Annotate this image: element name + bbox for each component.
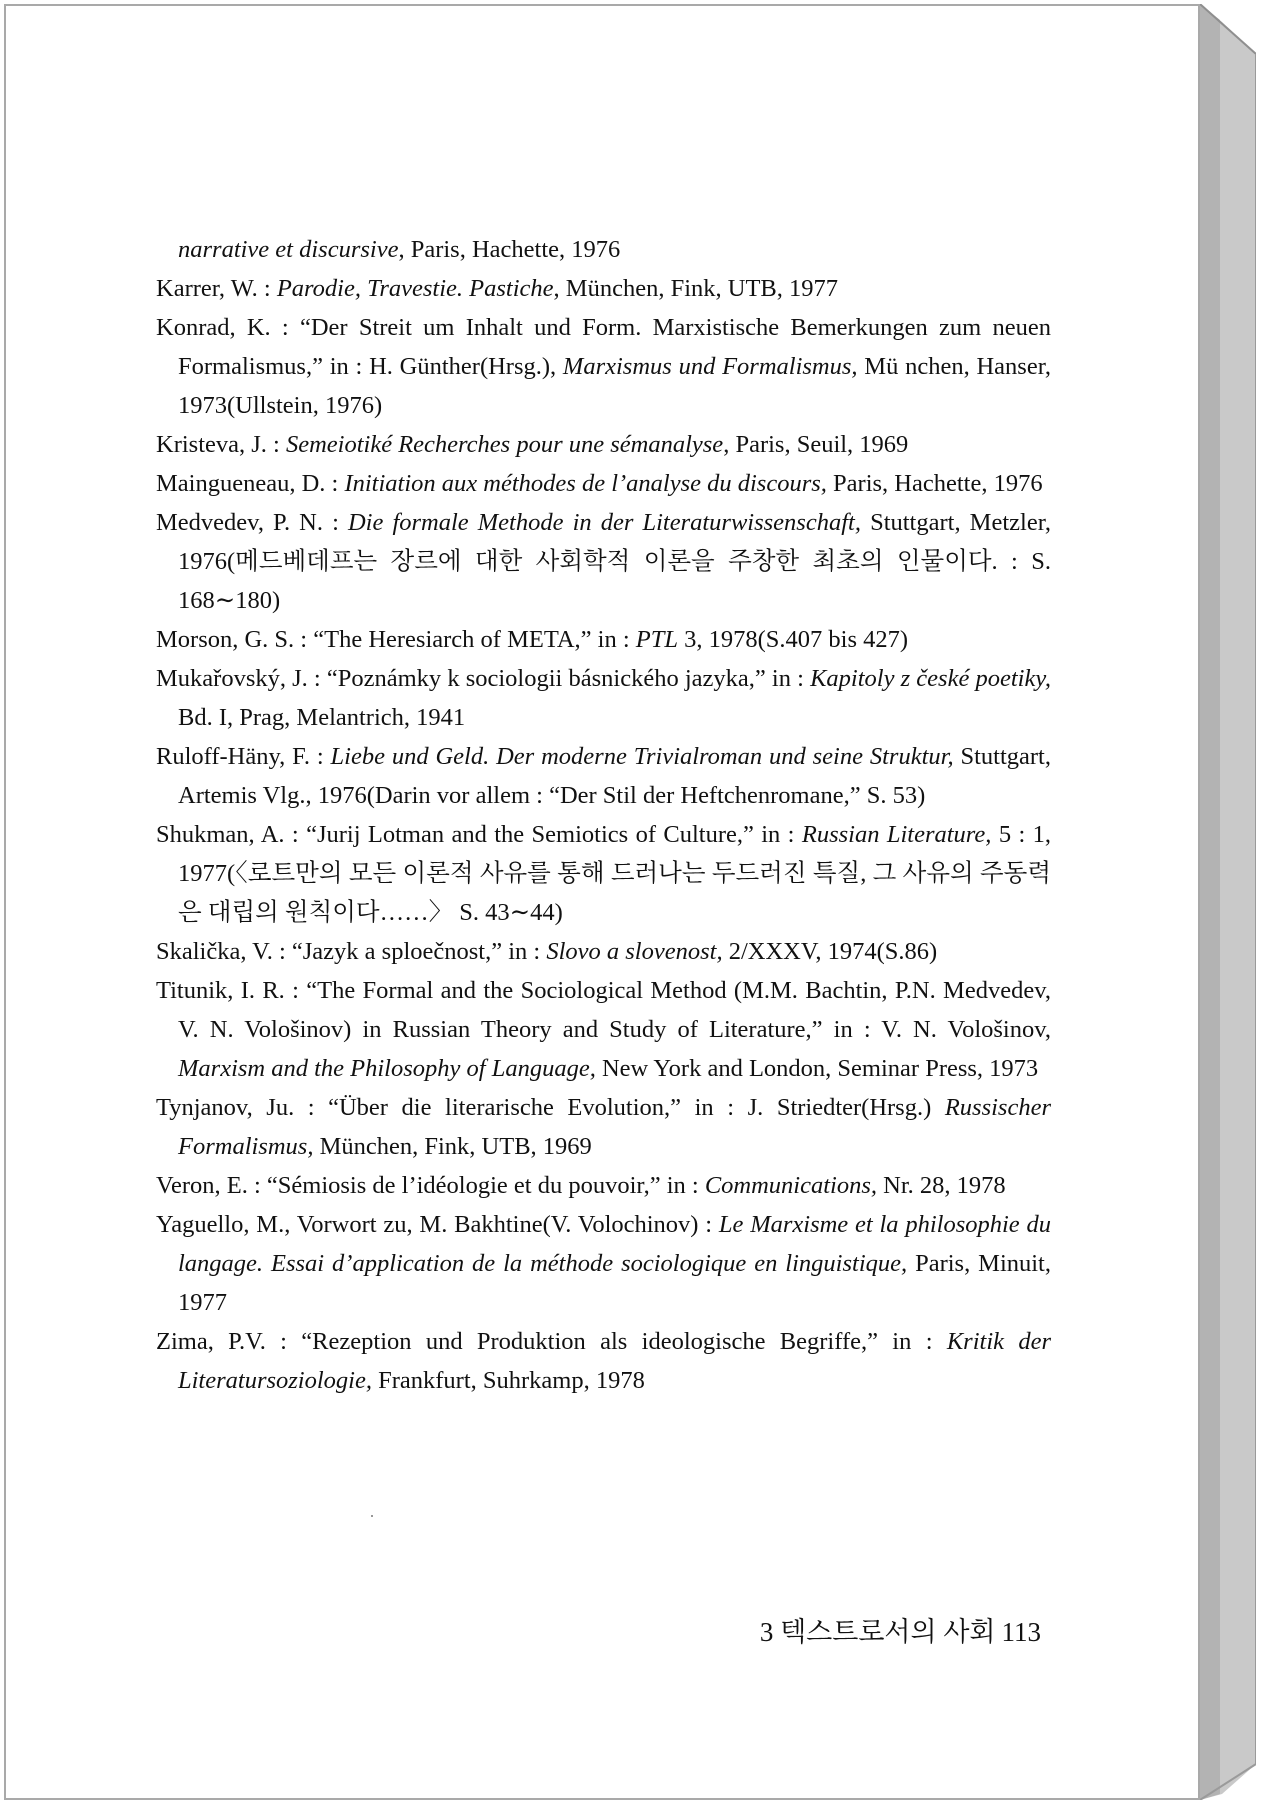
entry-main: Veron, E. : “Sémiosis de l’idéologie et du pouvoir,” in : [156, 1172, 705, 1199]
entry-rest: Frankfurt, Suhrkamp, 1978 [371, 1367, 645, 1394]
entry-title: Marxismus und Formalismus, [562, 353, 858, 380]
entry-title: PTL [635, 626, 678, 653]
entry-title: Communications, [704, 1172, 877, 1199]
reference-entry [156, 737, 1051, 815]
entry-title: Die formale Methode in der Literaturwissenschaft, [347, 509, 861, 536]
entry-title: Marxism and the Philosophy of Language, [178, 1055, 596, 1082]
reference-entry [156, 269, 1051, 308]
reference-entry [156, 1088, 1051, 1166]
entry-title: Kritik der Literatursoziologie, [178, 1328, 1051, 1394]
entry-main: Skalička, V. : “Jazyk a sploečnost,” in : [156, 938, 547, 965]
entry-title: Semeiotiké Recherches pour une sémanalyse [285, 431, 724, 458]
reference-entry [156, 503, 1051, 620]
entry-title: Liebe und Geld. Der moderne Trivialroman und seine Struktur, [330, 743, 954, 770]
entry-rest: Stuttgart, Artemis Vlg., 1976(Darin vor allem : “Der Stil der Heftchenromane,” S. 53) [178, 743, 1051, 809]
reference-entry [156, 620, 1051, 659]
entry-rest: 2/XXXV, 1974(S.86) [722, 938, 938, 965]
entry-title: Kapitoly z české poetiky, [810, 665, 1051, 692]
entry-rest: München, Fink, UTB, 1969 [313, 1133, 592, 1160]
entry-main: Mukařovský, J. : “Poznámky k sociologii básnického jazyka,” in : [156, 665, 811, 692]
reference-entry [156, 1205, 1051, 1322]
entry-rest: 3, 1978(S.407 bis 427) [677, 626, 909, 653]
entry-rest: , Paris, Seuil, 1969 [723, 431, 909, 458]
entry-title: narrative et discursive [178, 236, 399, 263]
entry-main: Zima, P.V. : “Rezeption und Produktion als ideologische Begriffe,” in : [156, 1328, 947, 1355]
reference-entry [156, 659, 1051, 737]
entry-rest: Mü nchen, Hanser, 1973(Ullstein, 1976) [178, 353, 1051, 419]
entry-rest: , München, Fink, UTB, 1977 [553, 275, 838, 302]
entry-rest: Paris, Hachette, 1976 [826, 470, 1043, 497]
entry-main: Yaguello, M., Vorwort zu, M. Bakhtine(V. Volochinov) : [156, 1211, 719, 1238]
entry-rest: New York and London, Seminar Press, 1973 [595, 1055, 1039, 1082]
reference-entry [156, 1322, 1051, 1400]
page-number: 113 [1001, 1617, 1041, 1647]
entry-main: Konrad, K. : “Der Streit um Inhalt und Form. Marxistische Bemerkungen zum neuen Formalismus,” in : H. Günther(Hrsg.), [156, 314, 1051, 380]
reference-list [156, 230, 1051, 1400]
reference-entry [156, 308, 1051, 425]
entry-main: Medvedev, P. N. : [156, 509, 348, 536]
page-footer [721, 1610, 1041, 1649]
entry-main: Titunik, I. R. : “The Formal and the Sociological Method (M.M. Bachtin, P.N. Medvedev, V. N. Vološinov) in Russian Theory and Study of Literature,” in : V. N. Vološinov, [156, 977, 1051, 1043]
entry-title: Russian Literature, [801, 821, 992, 848]
reference-entry [156, 971, 1051, 1088]
entry-title: Le Marxisme et la philosophie du langage. Essai d’application de la méthode sociologique en linguistique, [178, 1211, 1051, 1277]
entry-rest: Nr. 28, 1978 [877, 1172, 1006, 1199]
entry-title: Initiation aux méthodes de l’analyse du discours, [344, 470, 827, 497]
book-page [4, 4, 1200, 1800]
chapter-title: 3 텍스트로서의 사회 [759, 1617, 996, 1647]
entry-rest: 5 : 1, 1977(〈로트만의 모든 이론적 사유를 통해 드러나는 두드러진 특질, 그 사유의 주동력은 대립의 원칙이다……〉 S. 43∼44) [178, 821, 1052, 926]
entry-main: Karrer, W. : [156, 275, 277, 302]
reference-entry [156, 425, 1051, 464]
entry-rest: Stuttgart, Metzler, 1976(메드베데프는 장르에 대한 사회학적 이론을 주창한 최초의 인물이다. : S. 168∼180) [178, 509, 1051, 614]
entry-main: Morson, G. S. : “The Heresiarch of META,” in : [156, 626, 636, 653]
reference-entry [156, 1166, 1051, 1205]
reference-entry [156, 932, 1051, 971]
entry-main: Shukman, A. : “Jurij Lotman and the Semiotics of Culture,” in : [156, 821, 802, 848]
reference-entry [156, 815, 1051, 932]
entry-rest: Bd. I, Prag, Melantrich, 1941 [178, 704, 466, 731]
reference-entry [156, 230, 1051, 269]
entry-main: Kristeva, J. : [156, 431, 286, 458]
entry-main: Tynjanov, Ju. : “Über die literarische Evolution,” in : J. Striedter(Hrsg.) [156, 1094, 945, 1121]
entry-title: Slovo a slovenost, [546, 938, 723, 965]
entry-main: Ruloff-Häny, F. : [156, 743, 331, 770]
entry-main: Maingueneau, D. : [156, 470, 345, 497]
entry-rest: , Paris, Hachette, 1976 [398, 236, 621, 263]
entry-rest: Paris, Minuit, 1977 [178, 1250, 1051, 1316]
entry-title: Parodie, Travestie. Pastiche [276, 275, 554, 302]
entry-title: Russischer Formalismus, [178, 1094, 1051, 1160]
print-speck [371, 1515, 373, 1517]
page-edge-3d [1200, 4, 1256, 1800]
reference-entry [156, 464, 1051, 503]
